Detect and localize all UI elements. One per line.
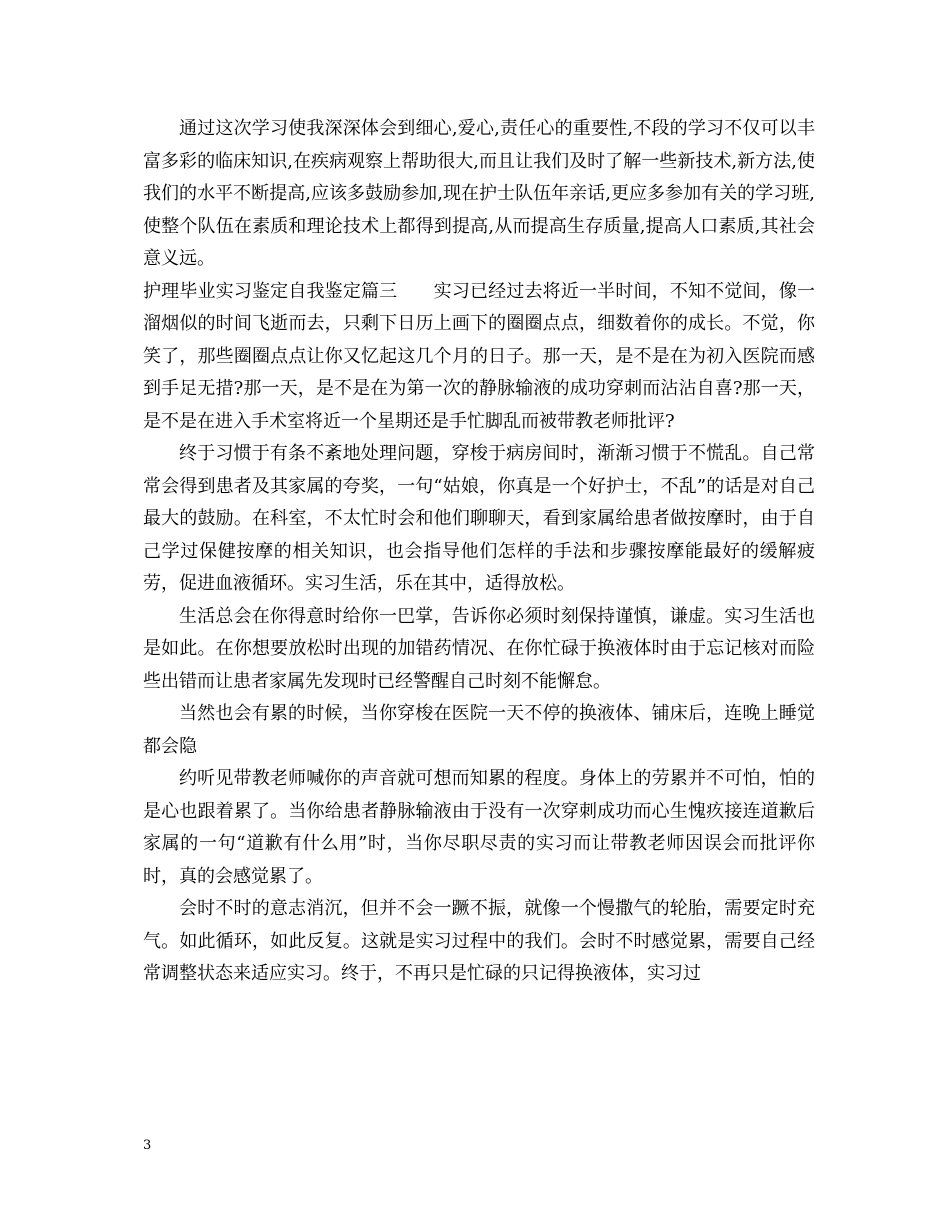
- paragraph-1: 通过这次学习使我深深体会到细心,爱心,责任心的重要性,不段的学习不仅可以丰富多彩的临床知识,在疾病观察上帮助很大,而且让我们及时了解一些新技术,新方法,使我们的水平不断提高,应该多鼓励参加,现在护士队伍年亲话,更应多参加有关的学习班,使整个队伍在素质和理论技术上都得到提高,从而提高生存质量,提高人口素质,其社会意义远。: [143, 118, 815, 269]
- paragraph-7: 会时不时的意志消沉，但并不会一蹶不振，就像一个慢撒气的轮胎，需要定时充气。如此循环，如此反复。这就是实习过程中的我们。会时不时感觉累，需要自己经常调整状态来适应实习。终于，不再只是忙碌的只记得换液体，实习过: [143, 898, 815, 984]
- paragraph-6: 约听见带教老师喊你的声音就可想而知累的程度。身体上的劳累并不可怕，怕的是心也跟着累了。当你给患者静脉输液由于没有一次穿刺成功而心生愧疚接连道歉后家属的一句“道歉有什么用”时，当你尽职尽责的实习而让带教老师因误会而批评你时，真的会感觉累了。: [143, 768, 815, 887]
- paragraph-4: 生活总会在你得意时给你一巴掌，告诉你必须时刻保持谨慎，谦虚。实习生活也是如此。在你想要放松时出现的加错药情况、在你忙碌于换液体时由于忘记核对而险些出错而让患者家属先发现时已经警醒自己时刻不能懈怠。: [143, 605, 815, 692]
- paragraph-3: 终于习惯于有条不紊地处理问题，穿梭于病房间时，渐渐习惯于不慌乱。自己常常会得到患者及其家属的夸奖，一句“姑娘，你真是一个好护士，不乱”的话是对自己最大的鼓励。在科室，不太忙时会和他们聊聊天，看到家属给患者做按摩时，由于自己学过保健按摩的相关知识，也会指导他们怎样的手法和步骤按摩能最好的缓解疲劳，促进血液循环。实习生活，乐在其中，适得放松。: [143, 443, 815, 594]
- paragraph-2-section-heading: 护理毕业实习鉴定自我鉴定篇三 实习已经过去将近一半时间，不知不觉间，像一溜烟似的时间飞逝而去，只剩下日历上画下的圈圈点点，细数着你的成长。不觉，你笑了，那些圈圈点点让你又忆起这几个月的日子。那一天，是不是在为初入医院而感到手足无措?那一天，是不是在为第一次的静脉输液的成功穿刺而沾沾自喜?那一天，是不是在进入手术室将近一个星期还是手忙脚乱而被带教老师批评?: [143, 280, 815, 432]
- page-number: 3: [143, 1138, 152, 1153]
- document-body: [143, 113, 815, 991]
- paragraph-5: 当然也会有累的时候，当你穿梭在医院一天不停的换液体、铺床后，连晚上睡觉都会隐: [143, 703, 815, 757]
